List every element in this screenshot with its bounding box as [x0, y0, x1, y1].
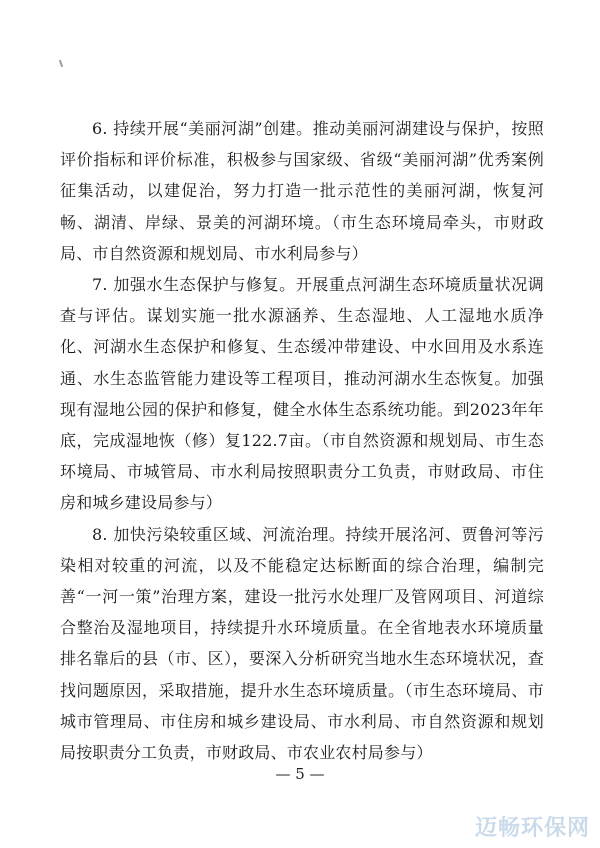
site-watermark: 迈畅环保网	[474, 816, 590, 841]
paragraph-item-8: 8. 加快污染较重区域、河流治理。持续开展洺河、贾鲁河等污染相对较重的河流，以及不能稳定达标断面的综合治理，编制完善“一河一策”治理方案，建设一批污水处理厂及管网项目、河道综合整治及湿地项目，持续提升水环境质量。在全省地表水环境质量排名靠后的县（市、区），要深入分析研究当地水生态环境状况，查找问题原因，采取措施，提升水生态环境质量。（市生态环境局、市城市管理局、市住房和城乡建设局、市水利局、市自然资源和规划局按职责分工负责，市财政局、市农业农村局参与）	[60, 524, 544, 763]
scan-mark	[59, 60, 63, 67]
paragraph-item-7: 7. 加强水生态保护与修复。开展重点河湖生态环境质量状况调查与评估。谋划实施一批水源涵养、生态湿地、人工湿地水质净化、河湖水生态保护和修复、生态缓冲带建设、中水回用及水系连通、水生态监管能力建设等工程项目，推动河湖水生态恢复。加强现有湿地公园的保护和修复，健全水体生态系统功能。到2023年年底，完成湿地恢（修）复122.7亩。（市自然资源和规划局、市生态环境局、市城管局、市水利局按照职责分工负责，市财政局、市住房和城乡建设局参与）	[60, 275, 544, 513]
page-number: — 5 —	[275, 765, 325, 783]
document-body	[60, 113, 544, 768]
paragraph-item-6: 6. 持续开展“美丽河湖”创建。推动美丽河湖建设与保护，按照评价指标和评价标准，积极参与国家级、省级“美丽河湖”优秀案例征集活动，以建促治，努力打造一批示范性的美丽河湖，恢复河畅、湖清、岸绿、景美的河湖环境。（市生态环境局牵头，市财政局、市自然资源和规划局、市水利局参与）	[60, 119, 544, 263]
